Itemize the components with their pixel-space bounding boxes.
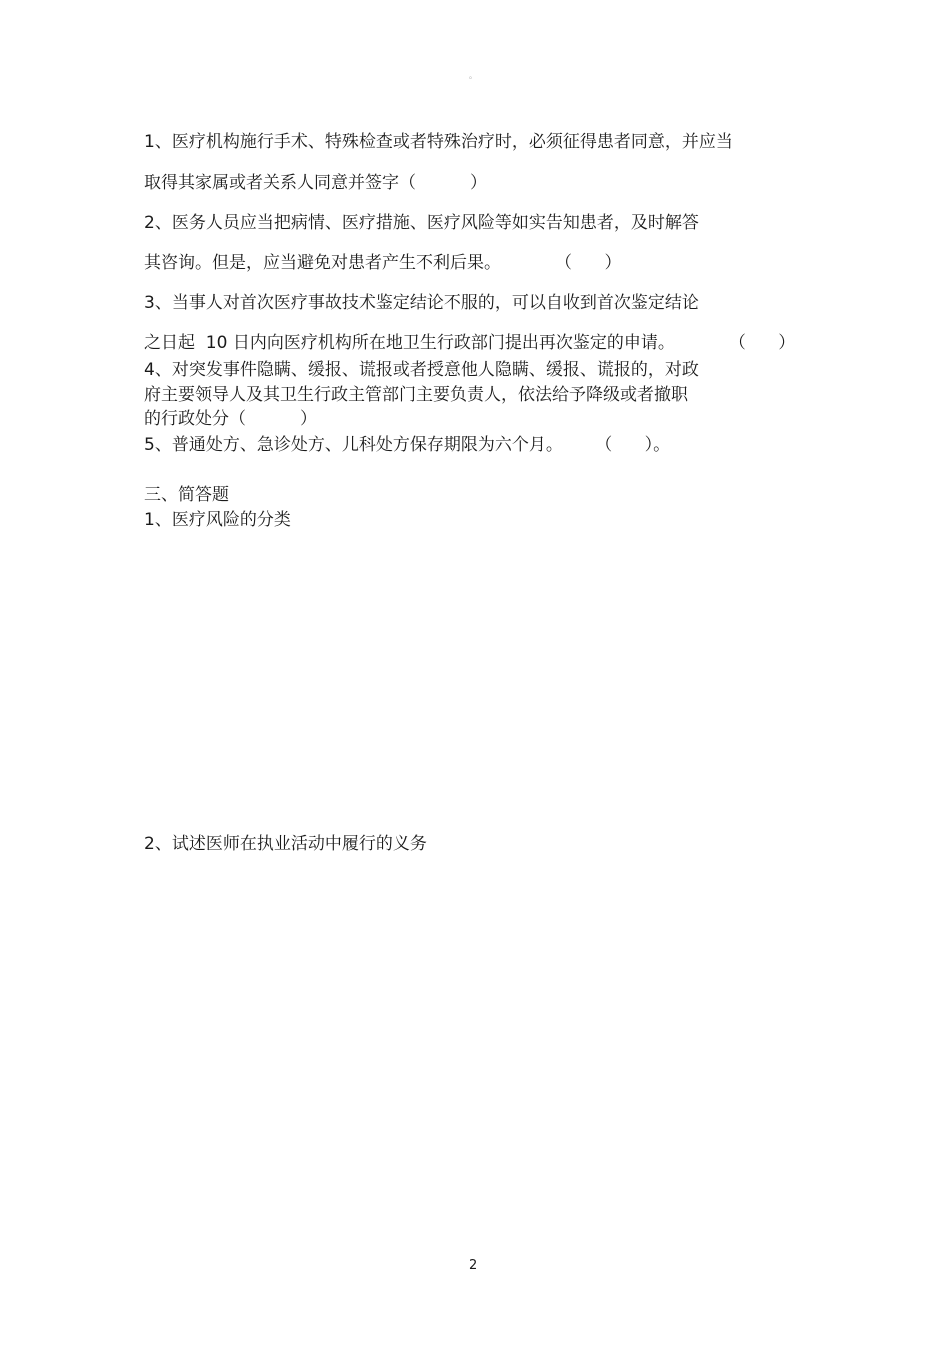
page-number: 2 — [469, 1258, 478, 1273]
short-answer-question-1: 1、医疗风险的分类 — [144, 510, 291, 530]
tf-question-4-line-2: 府主要领导人及其卫生行政主管部门主要负责人，依法给予降级或者撤职 — [144, 385, 688, 405]
tf-question-5-line-1: 5、普通处方、急诊处方、儿科处方保存期限为六个月。 （ ）。 — [144, 435, 671, 455]
tf-question-4-line-1: 4、对突发事件隐瞒、缓报、谎报或者授意他人隐瞒、缓报、谎报的，对政 — [144, 360, 699, 380]
section-title-short-answer: 三、简答题 — [144, 485, 229, 505]
tf-question-4-line-3: 的行政处分（ ） — [144, 409, 318, 429]
tf-question-3-line-2: 之日起 10 日内向医疗机构所在地卫生行政部门提出再次鉴定的申请。 （ ） — [144, 333, 796, 353]
tf-question-3-line-1: 3、当事人对首次医疗事故技术鉴定结论不服的，可以自收到首次鉴定结论 — [144, 293, 699, 313]
tf-question-1-line-2: 取得其家属或者关系人同意并签字（ ） — [144, 173, 488, 193]
tf-question-1-line-1: 1、医疗机构施行手术、特殊检查或者特殊治疗时，必须征得患者同意，并应当 — [144, 132, 733, 152]
tf-question-2-line-1: 2、医务人员应当把病情、医疗措施、医疗风险等如实告知患者，及时解答 — [144, 213, 699, 233]
header-mark: 。 — [469, 71, 477, 80]
tf-question-2-line-2: 其咨询。但是，应当避免对患者产生不利后果。 （ ） — [144, 253, 622, 273]
short-answer-question-2: 2、试述医师在执业活动中履行的义务 — [144, 834, 427, 854]
